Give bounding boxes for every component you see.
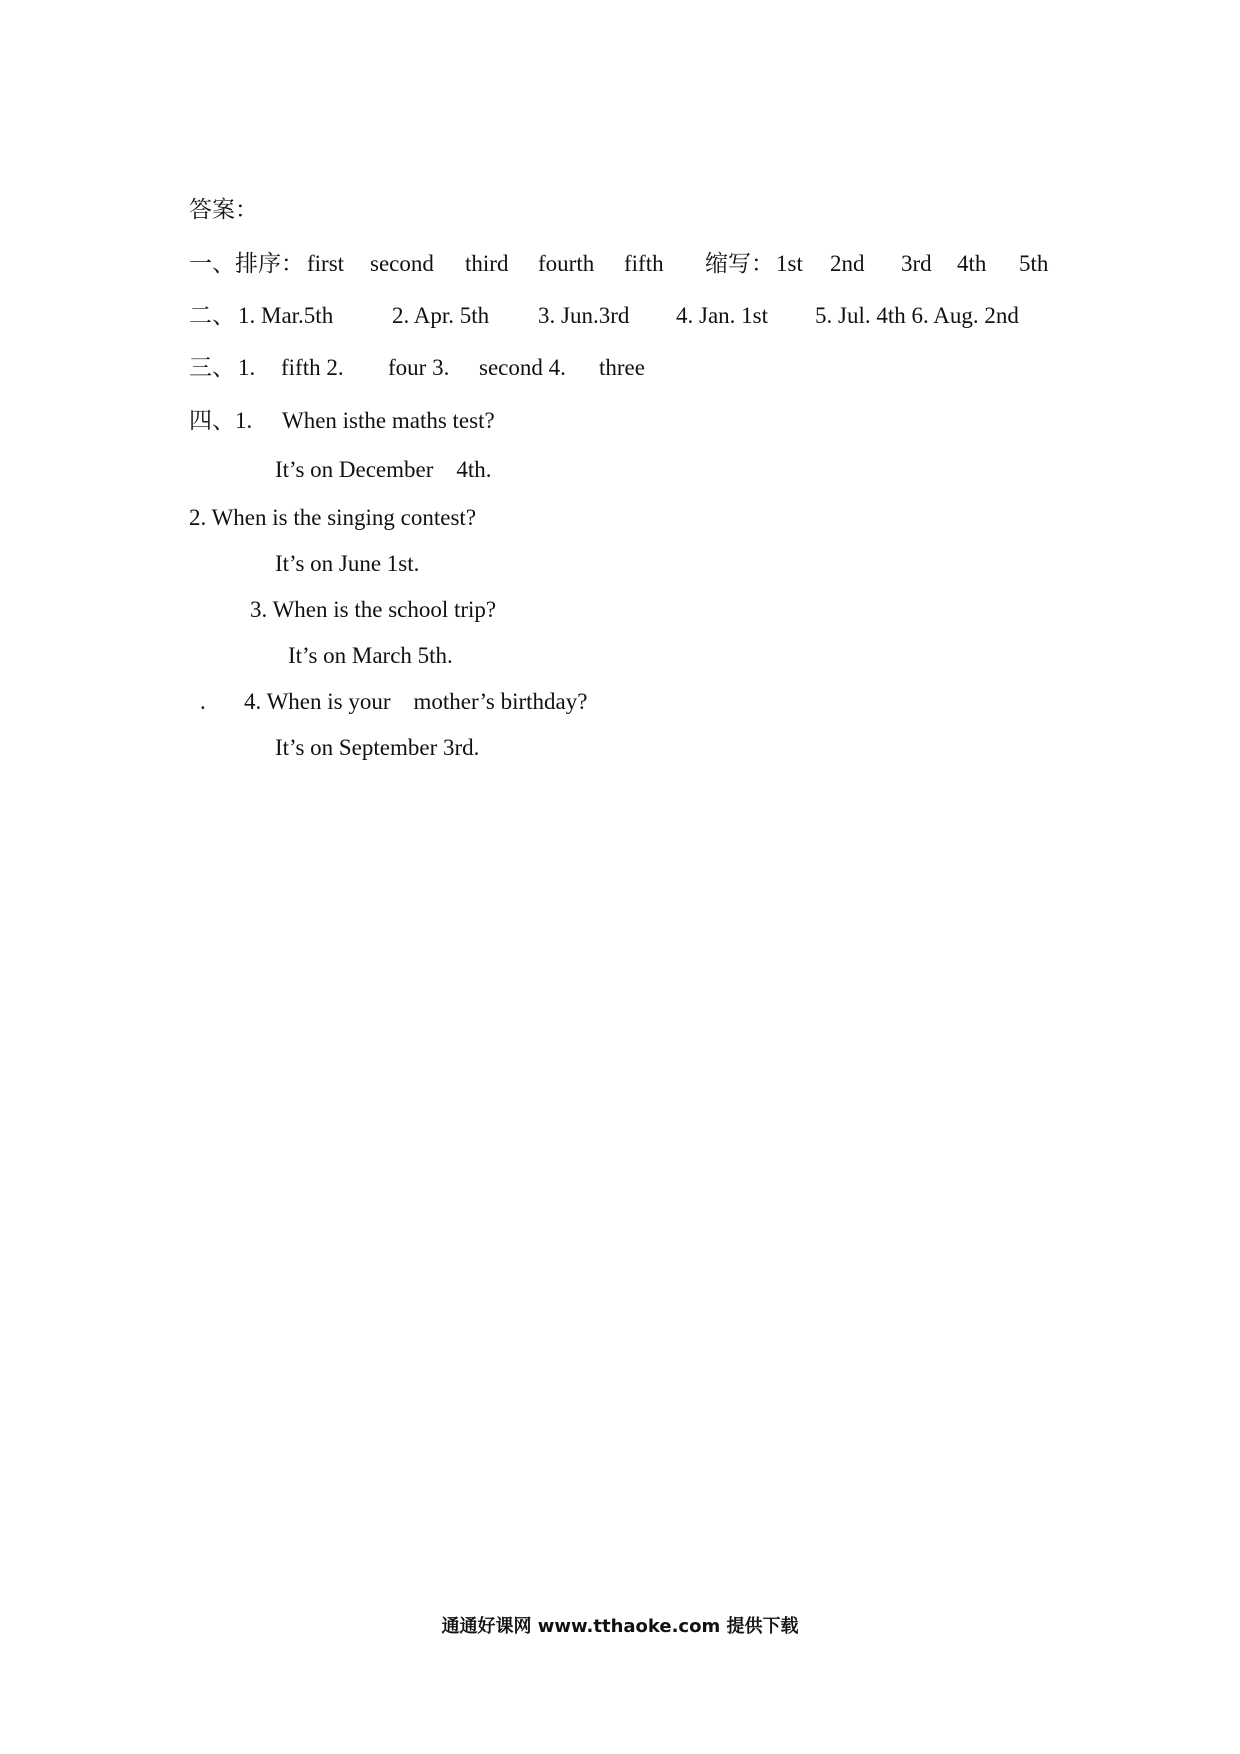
ordinal-item: fifth bbox=[624, 251, 664, 276]
section-1-line bbox=[189, 250, 1089, 278]
date-item: 1. Mar.5th bbox=[238, 303, 334, 328]
answer-item: four 3. bbox=[388, 355, 450, 380]
answer-1: It’s on December 4th. bbox=[275, 457, 492, 482]
answer-4: It’s on September 3rd. bbox=[275, 735, 480, 760]
question-3: 3. When is the school trip? bbox=[250, 597, 497, 622]
date-item: 2. Apr. 5th bbox=[392, 303, 490, 328]
abbreviation-item: 3rd bbox=[901, 251, 932, 276]
section-2-marker: 二、 bbox=[189, 303, 235, 328]
question-1: When isthe maths test? bbox=[282, 408, 495, 433]
footer-credit: 通通好课网 www.tthaoke.com 提供下载 bbox=[441, 1616, 799, 1637]
answer-item: three bbox=[599, 355, 645, 380]
date-item: 5. Jul. 4th 6. Aug. 2nd bbox=[815, 303, 1019, 328]
abbreviation-item: 4th bbox=[957, 251, 987, 276]
abbreviation-label: 缩写： bbox=[705, 251, 774, 276]
answer-3: It’s on March 5th. bbox=[288, 643, 453, 668]
abbreviation-item: 2nd bbox=[830, 251, 865, 276]
section-3-marker: 三、 bbox=[189, 355, 235, 380]
answer-item: 1. bbox=[238, 355, 256, 380]
page-title: 答案： bbox=[189, 197, 258, 222]
date-item: 3. Jun.3rd bbox=[538, 303, 630, 328]
question-4: 4. When is your mother’s birthday? bbox=[244, 689, 588, 714]
section-3-line bbox=[189, 354, 889, 382]
abbreviation-item: 5th bbox=[1019, 251, 1049, 276]
answer-item: fifth 2. bbox=[281, 355, 344, 380]
ordinal-item: fourth bbox=[538, 251, 595, 276]
answer-2: It’s on June 1st. bbox=[275, 551, 420, 576]
stray-dot: . bbox=[200, 689, 206, 714]
section-1-marker: 一、排序： bbox=[189, 251, 304, 276]
ordinal-item: first bbox=[307, 251, 345, 276]
ordinal-item: second bbox=[370, 251, 434, 276]
ordinal-item: third bbox=[465, 251, 509, 276]
section-4-line bbox=[189, 407, 889, 435]
question-2: 2. When is the singing contest? bbox=[189, 505, 477, 530]
section-2-line bbox=[189, 302, 1089, 330]
answer-item: second 4. bbox=[479, 355, 566, 380]
abbreviation-item: 1st bbox=[776, 251, 803, 276]
section-4-marker: 四、1. bbox=[189, 408, 253, 433]
date-item: 4. Jan. 1st bbox=[676, 303, 768, 328]
